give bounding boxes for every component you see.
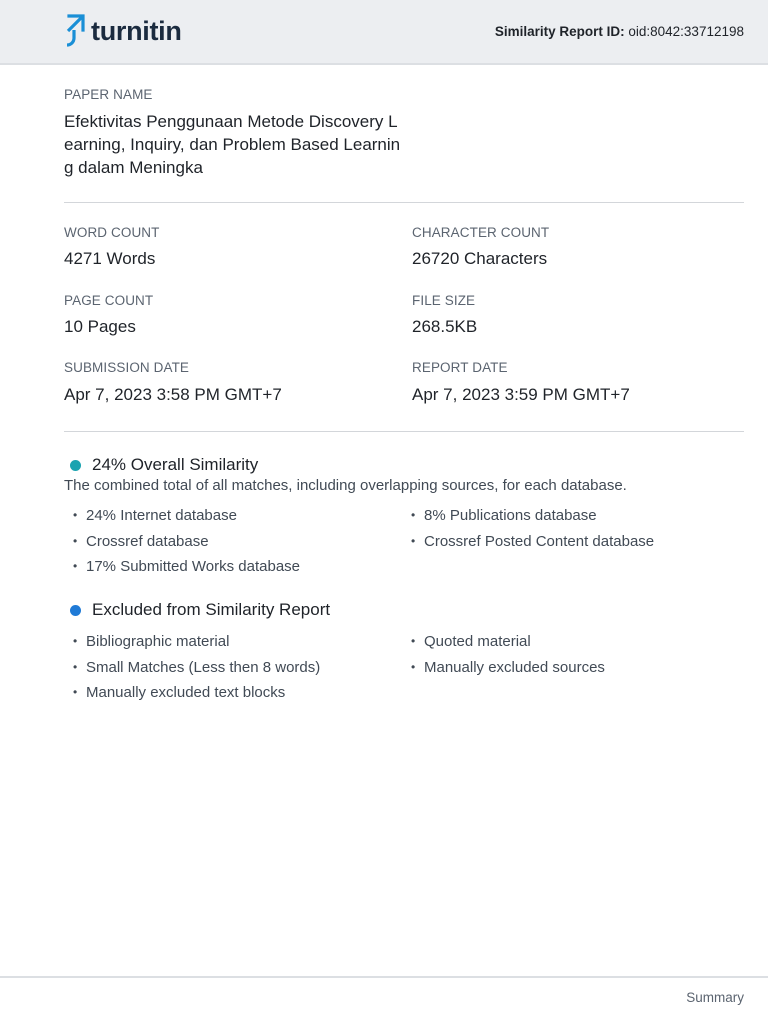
divider-top bbox=[64, 202, 744, 203]
similarity-sources-left bbox=[64, 503, 300, 580]
report-id-label: Similarity Report ID: bbox=[494, 24, 625, 39]
turnitin-logo bbox=[63, 14, 182, 48]
list-item-text: 17% Submitted Works database bbox=[86, 558, 301, 575]
bullet-icon: • bbox=[73, 533, 78, 548]
report-header bbox=[0, 0, 768, 65]
paper-name-value: Efektivitas Penggunaan Metode Discovery Learning, Inquiry, dan Problem Based Learning dalam Meningka bbox=[64, 112, 401, 177]
excluded-items-left bbox=[64, 629, 320, 706]
submission-date-label: SUBMISSION DATE bbox=[64, 360, 190, 375]
list-item bbox=[64, 655, 320, 681]
excluded-items-right bbox=[402, 629, 605, 680]
list-item-text: Bibliographic material bbox=[86, 633, 230, 650]
character-count-label: CHARACTER COUNT bbox=[412, 225, 550, 240]
list-item-text: Manually excluded text blocks bbox=[86, 684, 286, 701]
list-item-text: Quoted material bbox=[424, 633, 531, 650]
similarity-description: The combined total of all matches, including overlapping sources, for each database. bbox=[64, 477, 627, 494]
word-count-label: WORD COUNT bbox=[64, 225, 160, 240]
bullet-icon: • bbox=[73, 559, 78, 573]
bullet-icon: • bbox=[411, 634, 416, 648]
list-item-text: Manually excluded sources bbox=[424, 658, 605, 676]
list-item-text: Small Matches (Less then 8 words) bbox=[86, 658, 321, 676]
report-id-value: oid:8042:33712198 bbox=[628, 24, 744, 39]
list-item bbox=[402, 655, 605, 681]
word-count-value: 4271 Words bbox=[64, 249, 156, 268]
similarity-sources-right bbox=[402, 503, 654, 554]
list-item bbox=[402, 503, 654, 529]
report-date-label: REPORT DATE bbox=[412, 360, 508, 375]
bullet-icon: • bbox=[411, 659, 416, 674]
excluded-dot-icon bbox=[70, 605, 81, 616]
list-item bbox=[64, 554, 300, 580]
file-size-label: FILE SIZE bbox=[412, 293, 476, 308]
page-count-label: PAGE COUNT bbox=[64, 293, 154, 308]
footer-divider bbox=[0, 976, 768, 978]
similarity-report-id bbox=[495, 24, 744, 39]
report-date-value: Apr 7, 2023 3:59 PM GMT+7 bbox=[412, 385, 630, 404]
bullet-icon: • bbox=[411, 508, 416, 522]
paper-name-label: PAPER NAME bbox=[64, 87, 153, 102]
divider-middle bbox=[64, 431, 744, 432]
file-size-value: 268.5KB bbox=[412, 317, 478, 336]
list-item bbox=[64, 680, 320, 706]
overall-similarity-title: 24% Overall Similarity bbox=[92, 455, 259, 474]
list-item-text: 8% Publications database bbox=[424, 507, 597, 524]
list-item-text: 24% Internet database bbox=[86, 507, 237, 524]
list-item-text: Crossref Posted Content database bbox=[424, 532, 655, 550]
turnitin-logo-icon bbox=[63, 14, 87, 48]
bullet-icon: • bbox=[73, 685, 78, 699]
list-item bbox=[64, 529, 300, 555]
list-item bbox=[64, 629, 320, 655]
character-count-value: 26720 Characters bbox=[412, 249, 548, 268]
bullet-icon: • bbox=[411, 533, 416, 548]
page-count-value: 10 Pages bbox=[64, 317, 136, 336]
list-item bbox=[402, 529, 654, 555]
similarity-dot-icon bbox=[70, 460, 81, 471]
list-item-text: Crossref database bbox=[86, 532, 209, 550]
footer-summary-label: Summary bbox=[686, 990, 744, 1005]
list-item bbox=[64, 503, 300, 529]
bullet-icon: • bbox=[73, 634, 78, 648]
bullet-icon: • bbox=[73, 508, 78, 522]
list-item bbox=[402, 629, 605, 655]
excluded-title: Excluded from Similarity Report bbox=[92, 600, 331, 619]
submission-date-value: Apr 7, 2023 3:58 PM GMT+7 bbox=[64, 385, 282, 404]
turnitin-wordmark: turnitin bbox=[91, 16, 182, 46]
bullet-icon: • bbox=[73, 659, 78, 674]
